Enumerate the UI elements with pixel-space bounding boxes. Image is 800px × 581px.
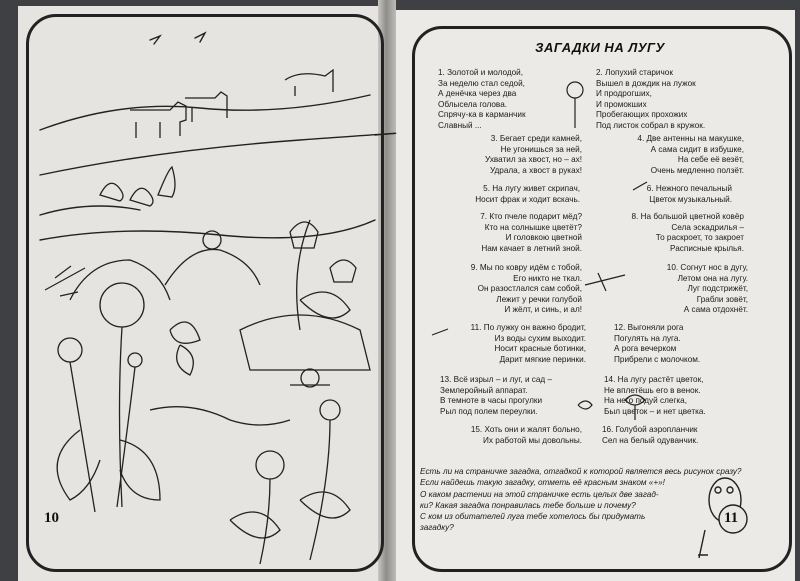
riddle-12 [614,323,700,365]
geese [100,167,175,206]
riddle-line: Спрячу-ка в карманчик [438,110,526,120]
riddle-line: И промокших [596,99,647,109]
page-title: ЗАГАДКИ НА ЛУГУ [535,40,665,55]
riddle-line: Дарит мягкие перинки. [499,354,586,364]
riddle-line: За неделю стал седой, [438,78,525,88]
riddle-line: 3. Бегает среди камней, [490,134,582,143]
riddle-line: Летом она на лугу. [677,273,748,283]
riddle-3 [434,134,582,176]
riddle-line: 14. На лугу растёт цветок, [604,375,704,384]
riddle-line: Луг подстрижёт, [687,284,748,294]
riddle-line: Вышел в дождик на лужок [596,78,696,88]
riddle-line: Погулять на луга. [614,333,681,343]
riddle-line: 8. На большой цветной ковёр [631,212,744,221]
riddle-line: Был цветок – и нет цветка. [604,406,706,416]
riddle-line: Цветок музыкальный. [649,194,732,204]
riddle-line: В темноте в часы прогулки [440,396,543,406]
riddle-15 [434,425,582,446]
riddle-line: 7. Кто пчеле подарит мёд? [480,212,582,221]
riddle-line: Носит фрак и ходит вскачь. [475,194,580,204]
question-line: Если найдешь такую загадку, отметь её красным знаком «+»! [420,478,665,488]
riddle-line: 12. Выгоняли рога [614,323,684,332]
riddle-line: То раскроет, то закроет [655,233,744,243]
molehills [70,231,260,300]
riddle-line: Не вплетёшь его в венок. [604,385,701,395]
riddle-line: 16. Голубой аэропланчик [602,425,698,434]
riddle-line: Очень медленно ползёт. [650,165,744,175]
question-line: О каком растении на этой страничке есть целых две загад- [420,489,659,499]
riddle-line: 1. Золотой и молодой, [438,68,523,77]
riddle-line: Сел на белый одуванчик. [602,435,699,445]
riddle-1 [438,68,526,132]
riddle-line: Нам качает в летний зной. [481,243,582,253]
riddle-line: Расписные крылья. [670,243,744,253]
cows-and-animals [130,70,333,138]
riddle-line: Пробегающих прохожих [596,110,688,120]
meadow-landscape [40,33,396,240]
riddle-line: 5. На лугу живет скрипач, [483,184,580,193]
riddle-line: Землеройный аппарат. [440,385,528,395]
question-line: ки? Какая загадка понравилась тебе больше и почему? [420,500,636,510]
riddle-line: 2. Лопухий старичок [596,68,673,77]
riddle-line: А денёчка через два [438,89,517,99]
riddle-4 [594,134,744,176]
riddle-2 [596,68,705,132]
riddle-line: 9. Мы по ковру идём с тобой, [470,263,582,272]
riddle-11 [434,323,586,365]
riddle-line: 11. По лужку он важно бродит, [470,323,586,332]
riddle-line: Рыл под полем переулки. [440,406,538,416]
riddle-line: Славный ... [438,120,482,130]
butterfly-and-snail [170,315,370,387]
riddle-line: Он разостлался сам собой, [477,284,582,294]
riddle-5 [432,184,580,205]
riddle-14 [604,375,706,417]
riddle-13 [440,375,552,417]
riddle-line: 10. Согнут нос в дугу, [666,263,748,272]
riddle-16 [602,425,698,446]
riddle-line: Под листок собрал в кружок. [596,120,706,130]
dandelions [57,283,160,512]
riddle-line: Не угонишься за ней, [500,144,582,154]
riddle-7 [432,212,582,254]
riddle-line: Кто на солнышке цветёт? [484,222,582,232]
question-line: Есть ли на страничке загадка, отгадкой к которой является весь рисунок сразу? [420,467,742,476]
riddle-line: На него подуй слегка, [604,396,687,406]
riddle-line: 6. Нежного печальный [646,184,732,193]
lizard-and-flowers [150,400,350,564]
riddle-line: Носит красные ботинки, [494,344,586,354]
riddle-line: И продрогших, [596,89,652,99]
riddle-line: 15. Хоть они и жалят больно, [470,425,582,434]
riddle-8 [594,212,744,254]
riddle-line: Грабли зовёт, [696,294,748,304]
riddle-line: Лежит у речки голубой [496,294,582,304]
riddle-line: Облысела голова. [438,99,508,109]
riddle-line: Села эскадрилья – [671,222,744,232]
riddle-10 [604,263,748,316]
riddle-line: Прибрели с молочком. [614,354,701,364]
question-line: загадку? [420,523,454,533]
riddle-line: А рога вечерком [614,344,677,354]
riddle-line: И жёлт, и синь, и ал! [504,305,582,315]
riddle-line: А сама сидит в избушке, [650,144,744,154]
riddle-line: И головкою цветной [505,233,582,243]
riddle-9 [428,263,582,316]
riddle-line: Из воды сухим выходит. [494,333,586,343]
riddle-line: 4. Две антенны на макушке, [637,134,744,143]
question-line: С ком из обитателей луга тебе хотелось бы придумать [420,512,646,522]
riddle-line: Его никто не ткал. [513,273,582,283]
left-page-number: 10 [44,510,59,526]
riddle-line: Ухватил за хвост, но – ах! [484,155,582,165]
riddle-line: А сама отдохнёт. [683,305,748,315]
riddle-line: На себе её везёт, [677,155,744,165]
riddle-line: 13. Всё изрыл – и луг, и сад – [440,375,553,384]
riddle-line: Их работой мы довольны. [483,435,582,445]
riddle-line: Удрала, а хвост в руках! [489,165,582,175]
riddle-6 [592,184,732,205]
right-page-number: 11 [724,510,739,526]
